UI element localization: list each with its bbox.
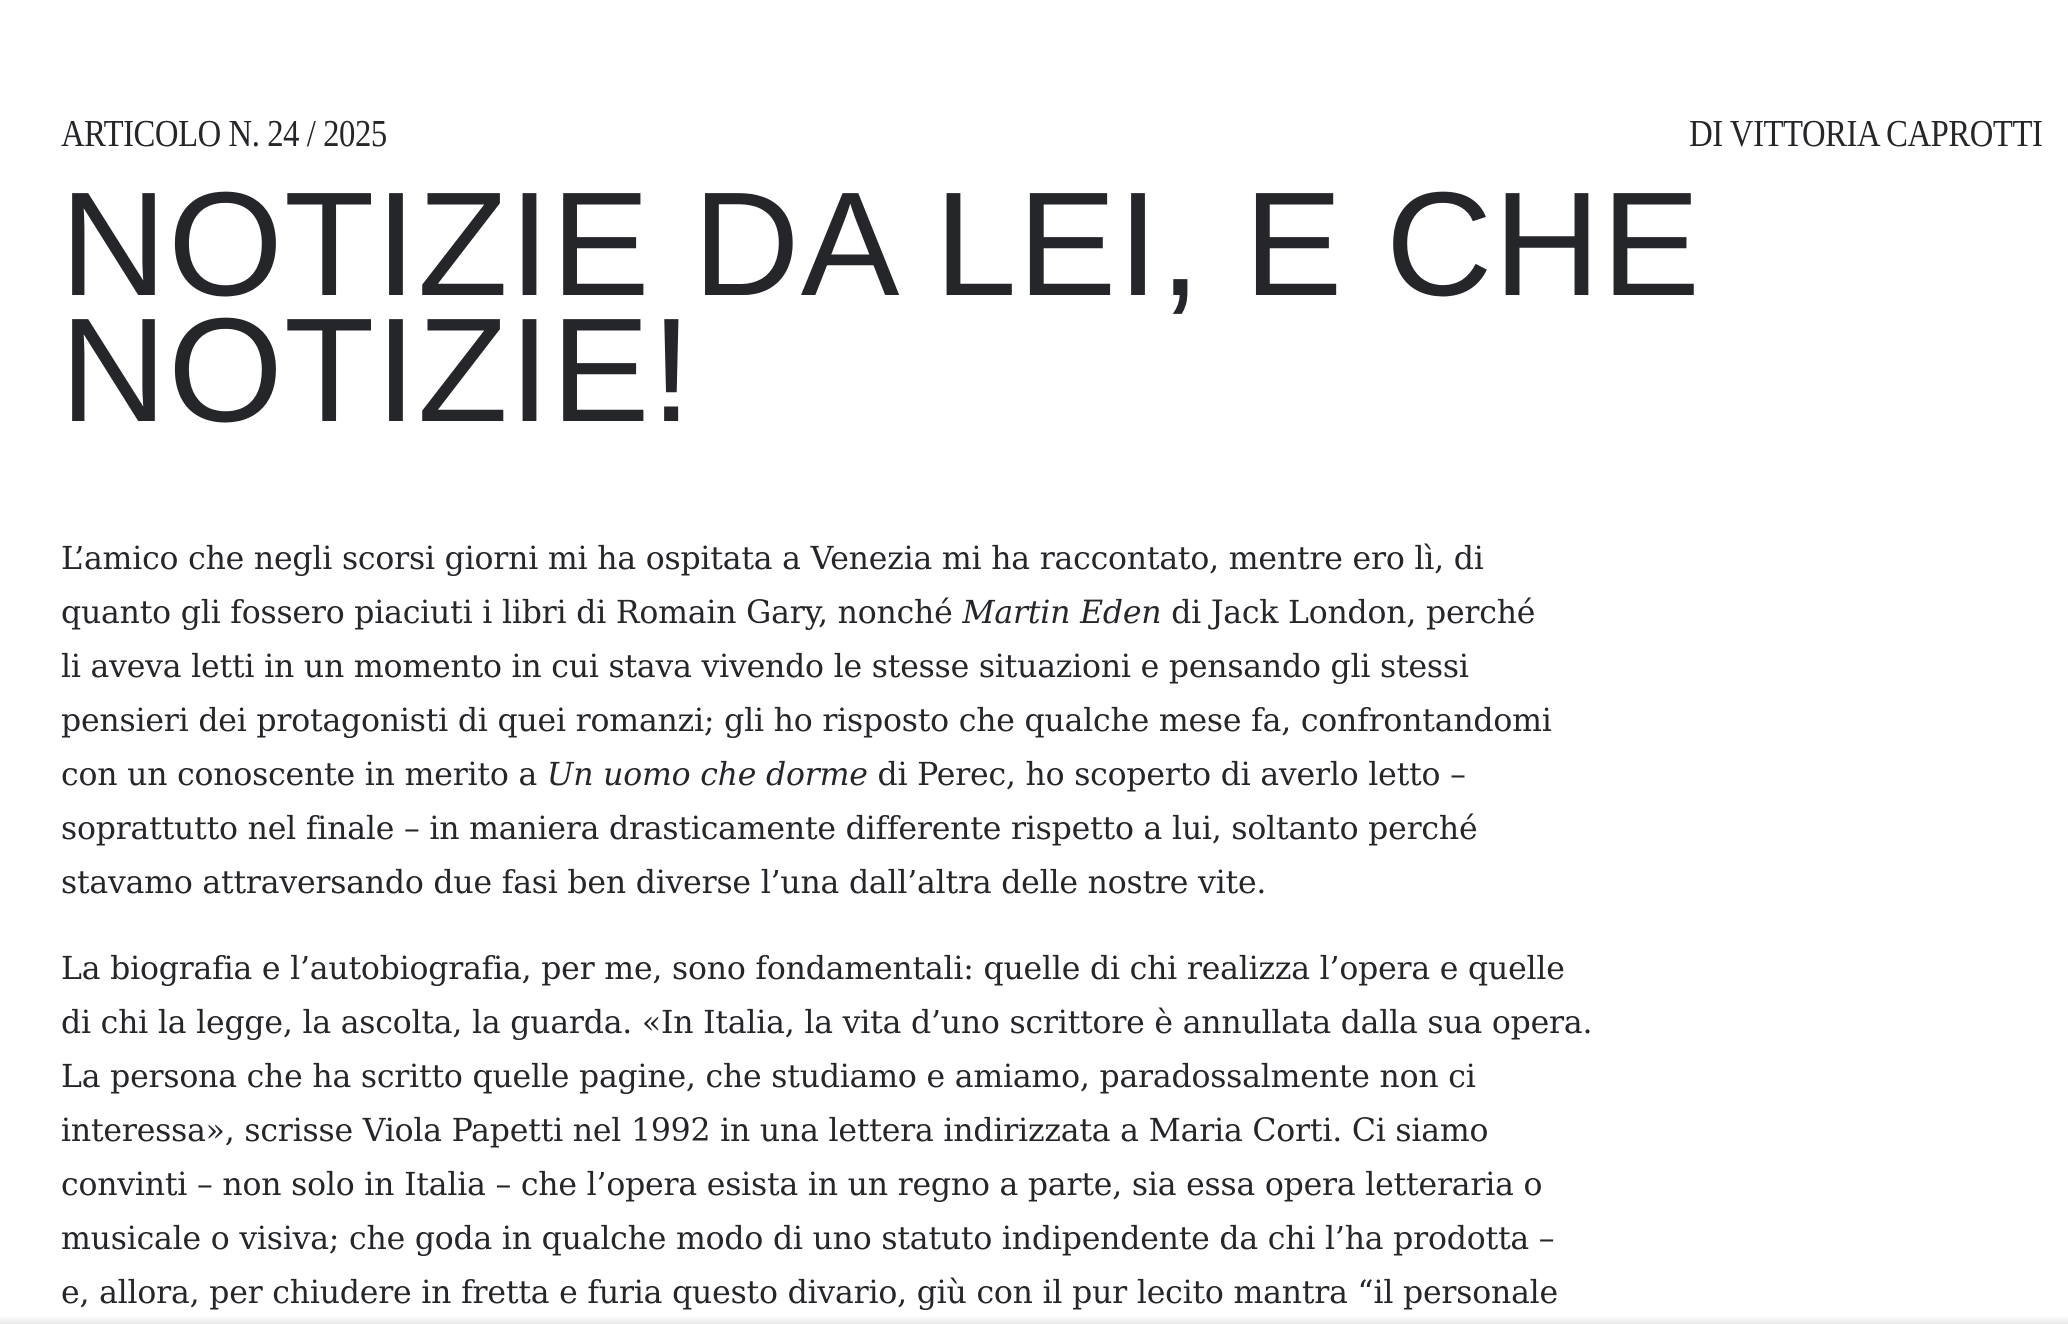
text-run: quanto gli fossero piaciuti i libri di Romain Gary, nonché — [61, 595, 963, 631]
text-line: e, allora, per chiudere in fretta e furia questo divario, giù con il pur lecito mantra “il personale — [61, 1275, 1558, 1311]
text-line: convinti – non solo in Italia – che l’opera esista in un regno a parte, sia essa opera letteraria o — [61, 1167, 1543, 1203]
paragraph-2 — [61, 942, 1661, 1320]
article-title — [60, 162, 1960, 453]
text-line: stavamo attraversando due fasi ben diverse l’una dall’altra delle nostre vite. — [61, 865, 1267, 901]
text-line: li aveva letti in un momento in cui stava vivendo le stesse situazioni e pensando gli stessi — [61, 649, 1469, 685]
text-line: La biografia e l’autobiografia, per me, sono fondamentali: quelle di chi realizza l’opera e quelle — [61, 951, 1565, 987]
text-run: di Perec, ho scoperto di averlo letto – — [867, 757, 1466, 793]
text-line: interessa», scrisse Viola Papetti nel 1992 in una lettera indirizzata a Maria Corti. Ci siamo — [61, 1113, 1489, 1149]
text-line — [61, 586, 1661, 640]
book-title: Un uomo che dorme — [546, 757, 868, 793]
bottom-edge-shadow — [0, 1316, 2068, 1324]
text-line — [61, 748, 1661, 802]
paragraph-1 — [61, 532, 1661, 910]
text-run: con un conoscente in merito a — [61, 757, 547, 793]
text-line: La persona che ha scritto quelle pagine, che studiamo e amiamo, paradossalmente non ci — [61, 1059, 1476, 1095]
text-run: di Jack London, perché — [1161, 595, 1536, 631]
text-line: L’amico che negli scorsi giorni mi ha ospitata a Venezia mi ha raccontato, mentre ero lì, di — [61, 541, 1484, 577]
text-line: di chi la legge, la ascolta, la guarda. «In Italia, la vita d’uno scrittore è annullata dalla sua opera. — [61, 1005, 1593, 1041]
text-line: musicale o visiva; che goda in qualche modo di uno statuto indipendente da chi l’ha prodotta – — [61, 1221, 1555, 1257]
book-title: Martin Eden — [962, 595, 1162, 631]
article-meta — [61, 112, 2042, 156]
title-line-1: NOTIZIE DA LEI, E CHE — [60, 162, 1702, 327]
article-author: DI VITTORIA CAPROTTI — [1689, 113, 2043, 155]
article-body — [61, 532, 1661, 1324]
text-line: pensieri dei protagonisti di quei romanzi; gli ho risposto che qualche mese fa, confrontandomi — [61, 703, 1552, 739]
text-line: soprattutto nel finale – in maniera drasticamente differente rispetto a lui, soltanto perché — [61, 811, 1478, 847]
title-line-2: NOTIZIE! — [60, 288, 693, 453]
article-number: ARTICOLO N. 24 / 2025 — [61, 113, 387, 155]
